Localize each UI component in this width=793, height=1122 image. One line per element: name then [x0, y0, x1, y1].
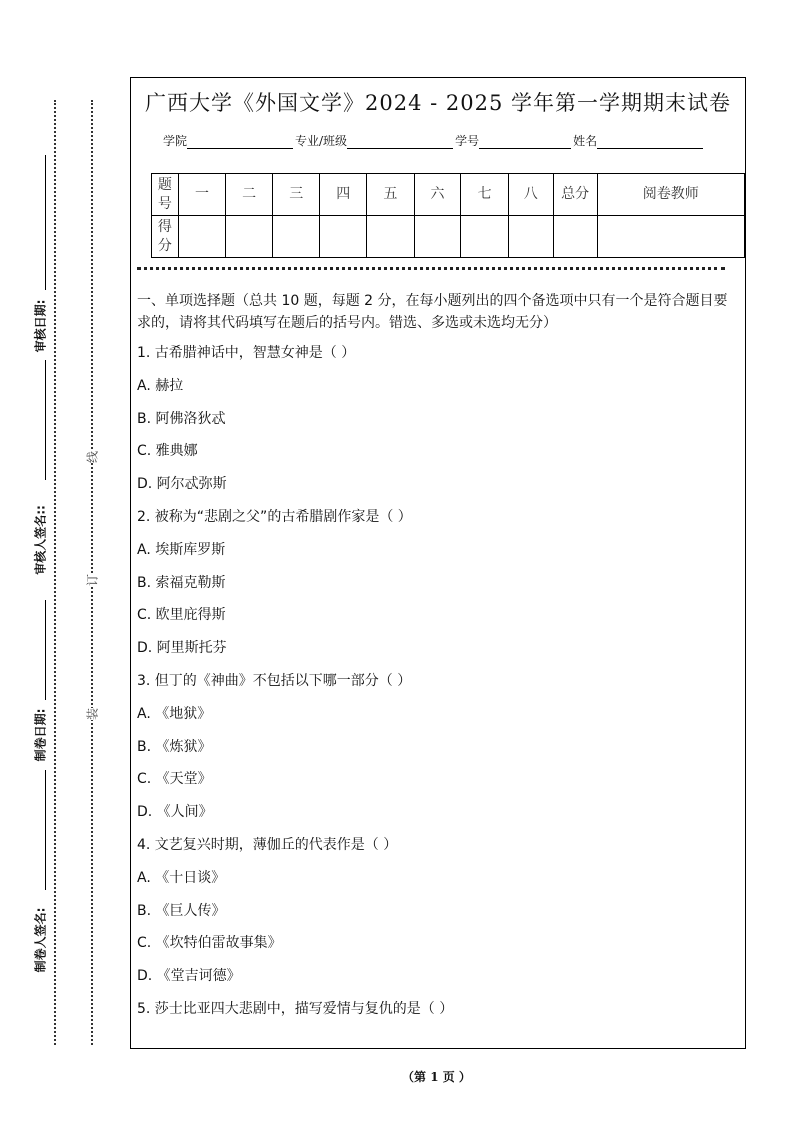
score-cell[interactable]: [414, 216, 461, 258]
question-option: C. 欧里庇得斯: [137, 607, 226, 624]
score-cell[interactable]: [272, 216, 320, 258]
header-divider: [137, 267, 725, 270]
section-heading: 一、单项选择题（总共 10 题，每题 2 分，在每小题列出的四个备选项中只有一个是符合题目要求的，请将其代码填写在题后的括号内。错选、多选或未选均无分）: [137, 293, 728, 331]
make-date-line: [45, 600, 46, 700]
maker-sign-line: [45, 770, 46, 890]
col-8: 八: [508, 174, 553, 216]
score-cell[interactable]: [178, 216, 226, 258]
student-info-line: [163, 132, 705, 149]
score-cell[interactable]: [226, 216, 273, 258]
question-stem: 4. 文艺复兴时期，薄伽丘的代表作是（ ）: [137, 836, 398, 853]
reviewer-sign-line: [45, 360, 46, 480]
binding-dotted-line-inner: [91, 100, 93, 1045]
score-cell[interactable]: [508, 216, 553, 258]
question-option: A. 埃斯库罗斯: [137, 541, 226, 558]
review-date-line: [45, 155, 46, 290]
question-option: B. 阿佛洛狄忒: [137, 410, 226, 427]
binding-char-zhuang: 装: [83, 708, 102, 720]
question-option: C. 《坎特伯雷故事集》: [137, 935, 282, 952]
field-label-student-id: 学号: [455, 134, 480, 148]
col-total: 总分: [553, 174, 597, 216]
binding-char-xian: 线: [83, 451, 102, 463]
row-label-question-number: 题号: [152, 174, 179, 216]
question-option: D. 阿尔忒弥斯: [137, 476, 227, 493]
make-date-label: 制卷日期:: [33, 708, 48, 762]
score-cell-grader[interactable]: [597, 216, 744, 258]
score-cell[interactable]: [461, 216, 509, 258]
question-list: [137, 343, 737, 1032]
col-6: 六: [414, 174, 461, 216]
col-grader: 阅卷教师: [597, 174, 744, 216]
question-option: D. 《堂吉诃德》: [137, 968, 241, 985]
field-label-college: 学院: [163, 134, 188, 148]
exam-title: 广西大学《外国文学》2024 - 2025 学年第一学期期末试卷: [144, 91, 731, 115]
col-2: 二: [226, 174, 273, 216]
question-option: A. 赫拉: [137, 377, 184, 394]
question-stem: 1. 古希腊神话中，智慧女神是（ ）: [137, 345, 356, 361]
question-option: B. 索福克勒斯: [137, 574, 226, 591]
question-option: A. 《地狱》: [137, 705, 212, 722]
question-stem: 2. 被称为“悲剧之父”的古希腊剧作家是（ ）: [137, 508, 412, 525]
question-option: B. 《巨人传》: [137, 902, 226, 919]
binding-dotted-line-outer: [54, 100, 56, 1045]
name-blank[interactable]: [597, 134, 703, 149]
question-option: C. 雅典娜: [137, 443, 198, 460]
question-option: A. 《十日谈》: [137, 869, 226, 886]
score-cell[interactable]: [367, 216, 415, 258]
reviewer-sign-label: 审核人签名::: [33, 505, 48, 575]
score-table: [151, 173, 745, 258]
row-label-score: 得分: [152, 216, 179, 258]
major-class-blank[interactable]: [347, 134, 453, 149]
binding-char-ding: 订: [83, 574, 102, 586]
question-stem: 5. 莎士比亚四大悲剧中，描写爱情与复仇的是（ ）: [137, 1000, 454, 1017]
score-cell-total[interactable]: [553, 216, 597, 258]
question-option: D. 阿里斯托芬: [137, 640, 227, 657]
question-section: [137, 290, 737, 1032]
col-4: 四: [320, 174, 367, 216]
score-table-score-row: [152, 216, 745, 258]
col-1: 一: [178, 174, 226, 216]
question-option: C. 《天堂》: [137, 771, 212, 788]
college-blank[interactable]: [187, 134, 293, 149]
col-5: 五: [367, 174, 415, 216]
exam-page-frame: [130, 77, 746, 1049]
page-number: （第 1 页 ）: [402, 1070, 471, 1084]
question-option: D. 《人间》: [137, 804, 213, 821]
review-date-label: 审核日期:: [33, 299, 48, 353]
col-3: 三: [272, 174, 320, 216]
col-7: 七: [461, 174, 509, 216]
score-table-header-row: [152, 174, 745, 216]
field-label-major-class: 专业/班级: [295, 134, 348, 148]
question-stem: 3. 但丁的《神曲》不包括以下哪一部分（ ）: [137, 672, 412, 689]
question-option: B. 《炼狱》: [137, 738, 212, 755]
score-cell[interactable]: [320, 216, 367, 258]
field-label-name: 姓名: [573, 134, 598, 148]
student-id-blank[interactable]: [479, 134, 571, 149]
maker-sign-label: 制卷人签名:: [33, 907, 48, 973]
